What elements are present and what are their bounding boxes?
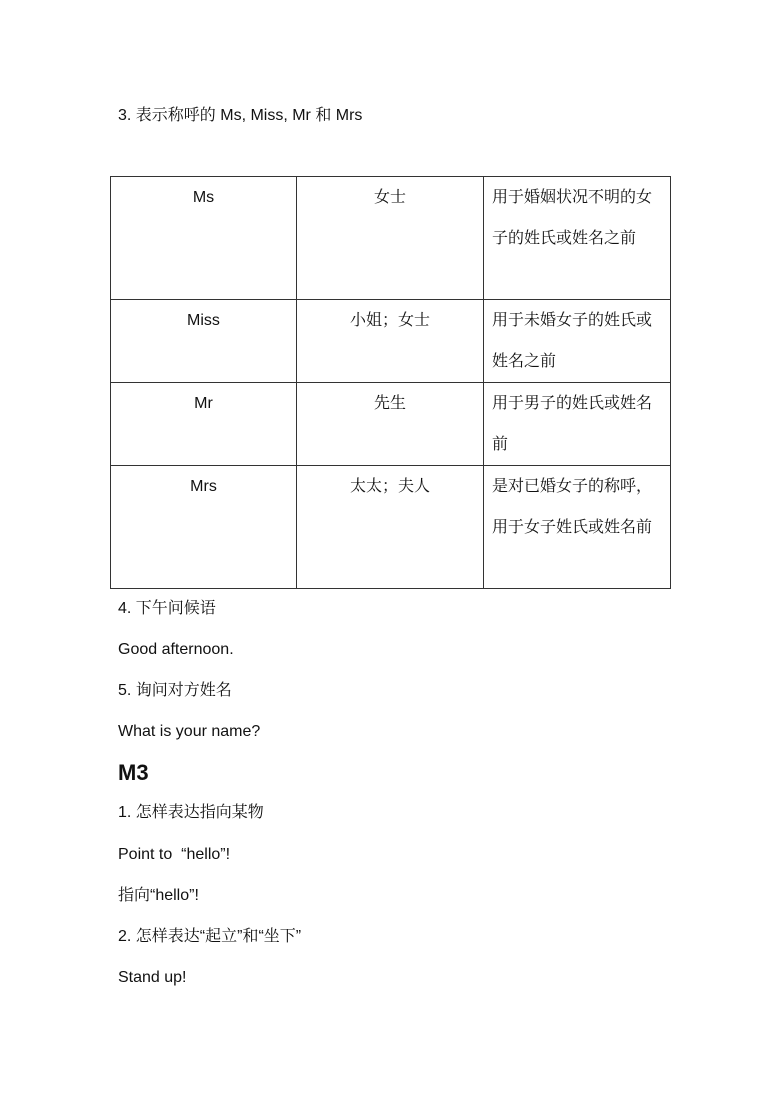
salutation-table (110, 176, 671, 589)
meaning-cell: 太太；夫人 (297, 466, 484, 589)
m3-item2-title: 2. 怎样表达“起立”和“坐下” (118, 928, 302, 945)
table-row (111, 383, 671, 466)
m3-item2-text: Stand up! (118, 969, 187, 986)
usage-cell: 用于未婚女子的姓氏或姓名之前 (484, 300, 671, 383)
m3-item1-text: Point to “hello”! (118, 846, 231, 863)
meaning-cell: 小姐；女士 (297, 300, 484, 383)
term-cell: Mr (111, 383, 297, 466)
term-cell: Mrs (111, 466, 297, 589)
item4-title: 4. 下午问候语 (118, 600, 216, 617)
usage-cell: 是对已婚女子的称呼，用于女子姓氏或姓名前 (484, 466, 671, 589)
item5-title: 5. 询问对方姓名 (118, 682, 232, 699)
meaning-cell: 女士 (297, 177, 484, 300)
table-row (111, 177, 671, 300)
m3-item1-title: 1. 怎样表达指向某物 (118, 804, 264, 821)
meaning-cell: 先生 (297, 383, 484, 466)
table-row (111, 466, 671, 589)
section-title: 3. 表示称呼的 Ms, Miss, Mr 和 Mrs (118, 107, 363, 124)
table-row (111, 300, 671, 383)
m3-item1-translation: 指向“hello”! (118, 887, 199, 904)
usage-cell: 用于男子的姓氏或姓名前 (484, 383, 671, 466)
item4-text: Good afternoon. (118, 641, 234, 658)
item5-text: What is your name? (118, 723, 261, 740)
term-cell: Miss (111, 300, 297, 383)
module-heading: M3 (118, 760, 149, 785)
usage-cell: 用于婚姻状况不明的女子的姓氏或姓名之前 (484, 177, 671, 300)
term-cell: Ms (111, 177, 297, 300)
